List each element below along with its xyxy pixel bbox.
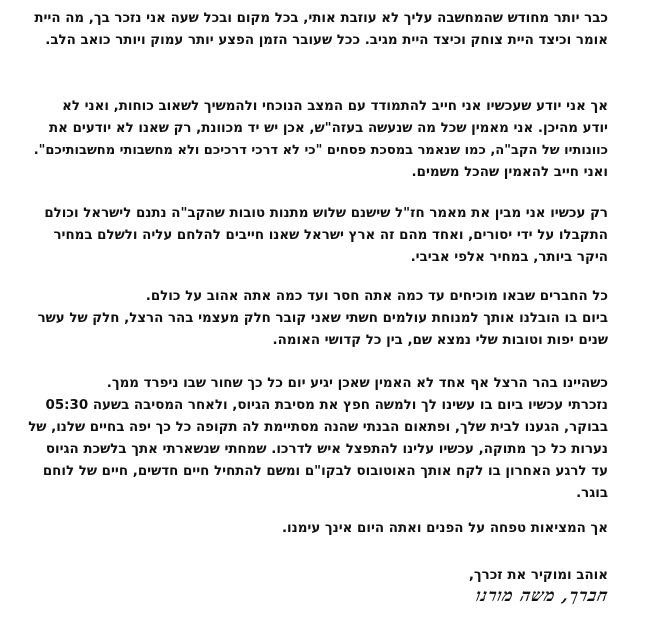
paragraph-line: בבוקר, הגענו לבית שלך, ופתאום הבנתי שהנה מסתיימת לה תקופה כל כך יפה בחיים שלנו, של bbox=[28, 420, 608, 435]
paragraph-line: ואני חייב להאמין שהכל משמים. bbox=[411, 165, 608, 180]
paragraph-6 bbox=[28, 518, 608, 540]
paragraph-line: כוונותיו של הקב"ה, כמו שנאמר במסכת פסחים "כי לא דרכי דרכיכם ולא מחשבותי מחשבותיכם". bbox=[33, 143, 608, 158]
paragraph-line: בוגר. bbox=[576, 486, 608, 501]
paragraph-2 bbox=[28, 96, 608, 184]
paragraph-line: ביום בו הובלנו אותך למנוחת עולמים חשתי שאני קובר חלק מעצמי בהר הרצל, חלק של עשר bbox=[37, 311, 608, 326]
paragraph-line: כבר יותר מחודש שהמחשבה עליך לא עוזבת אותי, בכל מקום ובכל שעה אני נזכר בך, מה היית bbox=[34, 11, 608, 26]
paragraph-line: כשהיינו בהר הרצל אף אחד לא האמין שאכן יגיע יום כל כך שחור שבו ניפרד ממך. bbox=[106, 376, 608, 391]
paragraph-line: אך אני יודע שעכשיו אני חייב להתמודד עם המצב הנוכחי ולהמשיך לשאוב כוחות, ואני לא bbox=[62, 99, 608, 114]
paragraph-5 bbox=[28, 373, 608, 505]
paragraph-line: רק עכשיו אני מבין את מאמר חז"ל שישנם שלוש מתנות טובות שהקב"ה נתנם לישראל וכולם bbox=[44, 206, 608, 221]
handwritten-signature: חברך, משה מורנו bbox=[473, 586, 611, 606]
paragraph-line: אך המציאות טפחה על הפנים ואתה היום אינך עימנו. bbox=[281, 521, 608, 536]
paragraph-line: היקר ביותר, במחיר אלפי אביבי. bbox=[410, 250, 608, 265]
paragraph-line: עד לרגע האחרון בו לקח אותך האוטובוס לבקו"ם ומשם להתחיל חיים חדשים, חיים של לוחם bbox=[42, 464, 608, 479]
paragraph-line: התקבלו על ידי יסורים, ואחד מהם זה ארץ ישראל שאנו חייבים להלחם עליה ולשלם במחיר bbox=[53, 228, 608, 243]
paragraph-line: כל החברים שבאו מוכיחים עד כמה אתה חסר ועד כמה אתה אהוב על כולם. bbox=[145, 289, 608, 304]
paragraph-line: נזכרתי עכשיו ביום בו עשינו לך ולמשה חפץ את מסיבת הגיוס, ולאחר המסיבה בשעה 05:30 bbox=[45, 398, 608, 413]
paragraph-line: נערות כל כך מתוקה, עכשיו עלינו להתפצל איש לדרכו. שמחתי שנשארתי אתך בלשכת הגיוס bbox=[45, 442, 608, 457]
paragraph-1 bbox=[28, 8, 608, 52]
paragraph-line: שנים יפות וטובות שלי נמצא שם, בין כל קדושי האומה. bbox=[272, 333, 608, 348]
paragraph-line: אומר וכיצד היית צוחק וכיצד היית מגיב. ככל שעובר הזמן הפצע יותר עמוק ויותר כואב הלב. bbox=[45, 33, 608, 48]
paragraph-4 bbox=[28, 286, 608, 352]
paragraph-3 bbox=[28, 203, 608, 269]
closing-line: אוהב ומוקיר את זכרך, bbox=[468, 568, 608, 583]
paragraph-line: יודע מהיכן. אני מאמין שכל מה שנעשה בעזה"ש, אכן יש יד מכוונת, רק שאנו לא יודעים את bbox=[49, 121, 608, 136]
